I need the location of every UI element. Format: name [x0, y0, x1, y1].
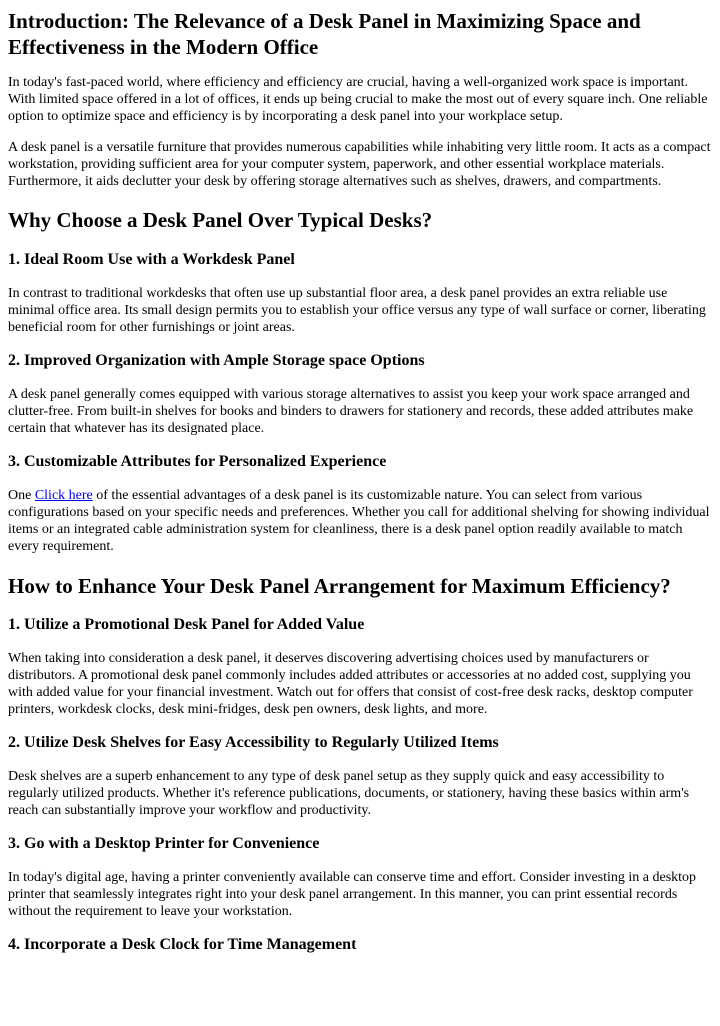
subsection-paragraph: In today's digital age, having a printer conveniently available can conserve time and effort. Consider investing in a desktop printer that seamlessly integrates right into your desk panel arrangement. In this manner, you can print essential records without the requirement to leave your workstation.: [8, 870, 697, 919]
section-heading: Why Choose a Desk Panel Over Typical Desks?: [8, 208, 433, 232]
paragraph-text: of the essential advantages of a desk panel is its customizable nature. You can select from various configurations based on your specific needs and preferences. Whether you call for additional shelving for showing individual items or an integrated cable administration system for cleanliness, there is a desk panel option readily available to match every requirement.: [8, 488, 710, 554]
subsection-heading: 4. Incorporate a Desk Clock for Time Management: [8, 936, 357, 953]
subsection-heading: 3. Customizable Attributes for Personalized Experience: [8, 453, 387, 470]
subsection-paragraph: Desk shelves are a superb enhancement to any type of desk panel setup as they supply quick and easy accessibility to regularly utilized products. Whether it's reference publications, documents, or stationery, having these basics within arm's reach can substantially improve your workflow and productivity.: [8, 769, 690, 818]
subsection-paragraph: [8, 487, 712, 555]
subsection-paragraph: In contrast to traditional workdesks that often use up substantial floor area, a desk panel provides an extra reliable use minimal office area. Its small design permits you to establish your office versus any type of wall surface or corner, liberating beneficial room for other furnishings or joint areas.: [8, 286, 706, 335]
click-here-link[interactable]: Click here: [34, 488, 93, 503]
intro-paragraph: A desk panel is a versatile furniture that provides numerous capabilities while inhabiting very little room. It acts as a compact workstation, providing sufficient area for your computer system, paperwork, and other essential workplace materials. Furthermore, it aids declutter your desk by offering storage alternatives such as shelves, drawers, and compartments.: [8, 140, 711, 189]
subsection-heading: 1. Utilize a Promotional Desk Panel for Added Value: [8, 616, 365, 633]
subsection-heading: 1. Ideal Room Use with a Workdesk Panel: [8, 251, 295, 268]
section-heading: How to Enhance Your Desk Panel Arrangement for Maximum Efficiency?: [8, 574, 671, 598]
paragraph-text: One: [8, 488, 35, 503]
intro-paragraph: In today's fast-paced world, where efficiency and efficiency are crucial, having a well-organized work space is important. With limited space offered in a lot of offices, it ends up being crucial to make the most out of every square inch. One reliable option to optimize space and efficiency is by incorporating a desk panel into your workplace setup.: [8, 75, 708, 124]
subsection-heading: 2. Utilize Desk Shelves for Easy Accessibility to Regularly Utilized Items: [8, 734, 499, 751]
article: [0, 8, 720, 955]
subsection-heading: 2. Improved Organization with Ample Storage space Options: [8, 352, 425, 369]
subsection-paragraph: When taking into consideration a desk panel, it deserves discovering advertising choices used by manufacturers or distributors. A promotional desk panel commonly includes added attributes or accessories at no added cost, supplying you with added value for your financial investment. Watch out for offers that consist of cost-free desk racks, desktop computer printers, workdesk clocks, desk mini-fridges, desk pen owners, desk lights, and more.: [8, 651, 693, 717]
subsection-heading: 3. Go with a Desktop Printer for Convenience: [8, 835, 320, 852]
page-title: Introduction: The Relevance of a Desk Panel in Maximizing Space and Effectiveness in the Modern Office: [8, 9, 641, 59]
subsection-paragraph: A desk panel generally comes equipped with various storage alternatives to assist you keep your work space arranged and clutter-free. From built-in shelves for books and binders to drawers for stationery and records, these added attributes make certain that whatever has its designated place.: [8, 387, 694, 436]
